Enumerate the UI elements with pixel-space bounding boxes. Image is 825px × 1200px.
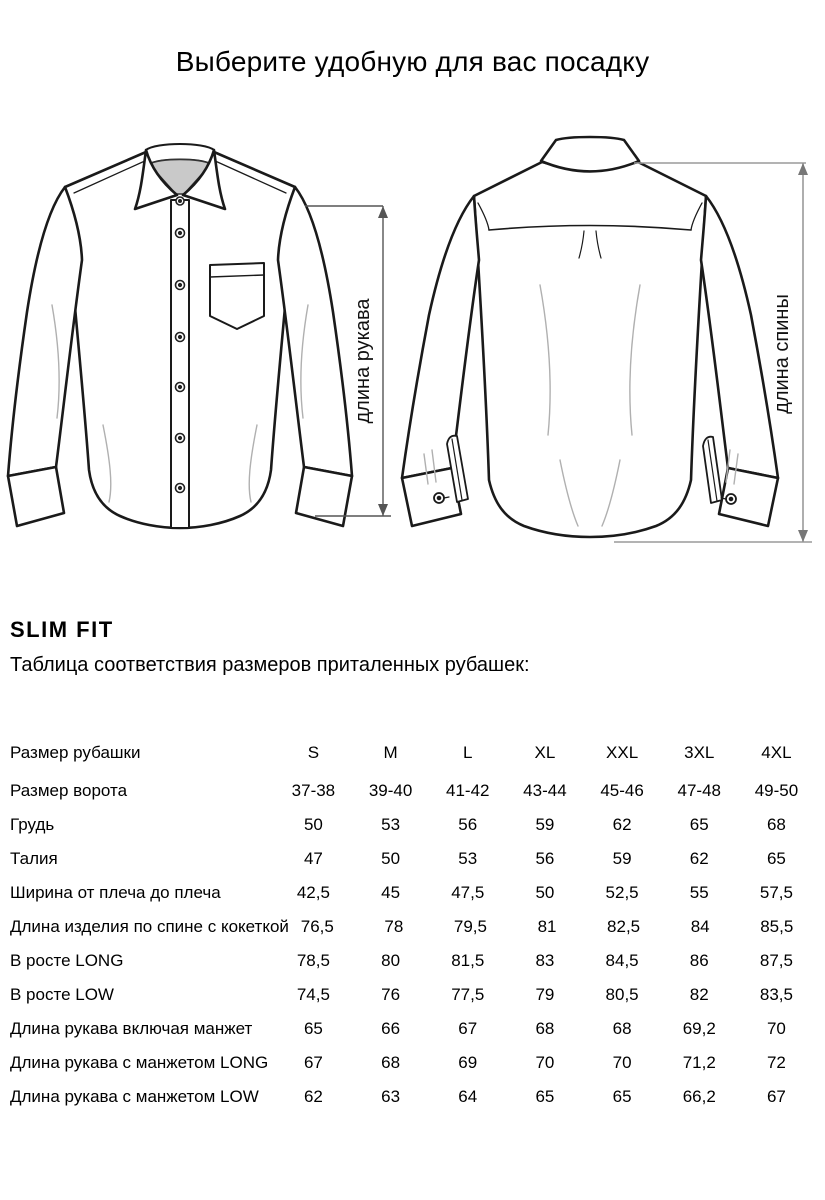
size-value-cell: 81 (537, 917, 557, 936)
size-value-cell: 63 (381, 1087, 401, 1106)
size-value-cell: 64 (458, 1087, 478, 1106)
size-value-cell: 74,5 (296, 985, 330, 1004)
row-label: Талия (10, 849, 58, 868)
size-column-header: S (307, 743, 320, 762)
size-value-cell: 85,5 (760, 917, 794, 936)
size-value-cell: 67 (458, 1019, 478, 1038)
size-value-cell: 50 (303, 815, 323, 834)
front-left-cuff (8, 467, 64, 526)
arrow-up-icon (798, 163, 808, 175)
row-label: Длина изделия по спине с кокеткой (10, 917, 289, 936)
back-collar (541, 137, 639, 172)
size-value-cell: 68 (535, 1019, 555, 1038)
size-value-cell: 78,5 (296, 951, 330, 970)
size-value-cell: 50 (535, 883, 555, 902)
size-value-cell: 56 (535, 849, 555, 868)
size-value-cell: 45 (381, 883, 401, 902)
size-value-cell: 70 (612, 1053, 632, 1072)
size-column-header: M (383, 743, 398, 762)
size-value-cell: 68 (381, 1053, 401, 1072)
table-row (10, 808, 815, 842)
size-value-cell: 76,5 (300, 917, 334, 936)
table-subtitle: Таблица соответствия размеров приталенных рубашек: (10, 654, 530, 676)
arrow-down-icon (378, 504, 388, 516)
back-right-sleeve (701, 196, 778, 478)
size-column-header: 3XL (684, 743, 715, 762)
front-right-cuff (296, 467, 352, 526)
size-value-cell: 66 (381, 1019, 401, 1038)
size-value-cell: 80,5 (605, 985, 639, 1004)
page-title: Выберите удобную для вас посадку (175, 46, 650, 77)
row-label: Длина рукава с манжетом LONG (10, 1053, 269, 1072)
size-value-cell: 65 (535, 1087, 555, 1106)
front-button-placket (171, 200, 189, 528)
size-value-cell: 76 (381, 985, 401, 1004)
size-value-cell: 71,2 (682, 1053, 716, 1072)
size-value-cell: 69 (458, 1053, 478, 1072)
size-value-cell: 68 (766, 815, 786, 834)
size-value-cell: 87,5 (759, 951, 793, 970)
back-left-sleeve (402, 196, 479, 478)
size-value-cell: 41-42 (446, 781, 490, 800)
size-table (10, 736, 815, 1114)
size-value-cell: 70 (535, 1053, 555, 1072)
size-value-cell: 57,5 (759, 883, 793, 902)
size-column-header: XXL (606, 743, 639, 762)
size-value-cell: 62 (303, 1087, 323, 1106)
size-value-cell: 65 (766, 849, 786, 868)
size-value-cell: 67 (303, 1053, 323, 1072)
arrow-up-icon (378, 206, 388, 218)
size-value-cell: 68 (612, 1019, 632, 1038)
size-value-cell: 78 (384, 917, 404, 936)
row-label: Длина рукава включая манжет (10, 1019, 253, 1038)
back-shirt-drawing (402, 137, 778, 537)
size-value-cell: 56 (458, 815, 478, 834)
size-value-cell: 62 (689, 849, 709, 868)
size-value-cell: 43-44 (523, 781, 567, 800)
table-row (10, 774, 815, 808)
front-left-sleeve (8, 187, 82, 476)
size-value-cell: 81,5 (451, 951, 485, 970)
fit-section-heading: SLIM FIT (10, 617, 114, 642)
row-label: Ширина от плеча до плеча (10, 883, 221, 902)
size-value-cell: 79,5 (453, 917, 487, 936)
size-value-cell: 53 (381, 815, 401, 834)
size-value-cell: 59 (612, 849, 632, 868)
size-value-cell: 84 (690, 917, 710, 936)
back-length-label: длина спины (771, 294, 793, 414)
size-value-cell: 80 (381, 951, 401, 970)
shirt-fit-diagram (0, 130, 825, 570)
size-value-cell: 79 (535, 985, 555, 1004)
table-row (10, 842, 815, 876)
size-value-cell: 82,5 (607, 917, 641, 936)
size-value-cell: 49-50 (754, 781, 799, 800)
table-row (10, 1046, 815, 1080)
size-value-cell: 59 (535, 815, 555, 834)
front-right-sleeve (278, 187, 352, 476)
size-value-cell: 66,2 (682, 1087, 716, 1106)
size-value-cell: 45-46 (600, 781, 644, 800)
table-row (10, 1080, 815, 1114)
size-value-cell: 47 (303, 849, 323, 868)
size-value-cell: 47,5 (451, 883, 485, 902)
size-value-cell: 65 (689, 815, 709, 834)
size-value-cell: 65 (303, 1019, 323, 1038)
table-row (10, 978, 815, 1012)
size-value-cell: 55 (689, 883, 709, 902)
table-row (10, 876, 815, 910)
size-value-cell: 62 (612, 815, 632, 834)
size-value-cell: 53 (458, 849, 478, 868)
size-value-cell: 42,5 (296, 883, 330, 902)
size-value-cell: 67 (766, 1087, 786, 1106)
size-value-cell: 82 (689, 985, 709, 1004)
row-label: В росте LONG (10, 951, 124, 970)
size-value-cell: 83 (535, 951, 555, 970)
arrow-down-icon (798, 530, 808, 542)
size-value-cell: 83,5 (759, 985, 793, 1004)
sleeve-length-label: длина рукава (352, 298, 374, 424)
size-value-cell: 39-40 (368, 781, 413, 800)
size-value-cell: 72 (766, 1053, 786, 1072)
size-value-cell: 70 (766, 1019, 786, 1038)
table-row (10, 910, 815, 944)
chest-pocket (210, 263, 264, 329)
size-value-cell: 50 (381, 849, 401, 868)
size-value-cell: 84,5 (605, 951, 639, 970)
table-row (10, 1012, 815, 1046)
table-header-row (10, 736, 815, 770)
size-column-header: 4XL (761, 743, 792, 762)
table-row (10, 944, 815, 978)
size-column-header: XL (534, 743, 556, 762)
front-shirt-drawing (8, 144, 352, 528)
row-label: Размер рубашки (10, 743, 141, 762)
size-value-cell: 69,2 (682, 1019, 716, 1038)
size-value-cell: 65 (612, 1087, 632, 1106)
row-label: Грудь (10, 815, 55, 834)
size-value-cell: 37-38 (291, 781, 336, 800)
back-shirt-body (474, 162, 706, 537)
row-label: Размер ворота (10, 781, 128, 800)
size-value-cell: 52,5 (605, 883, 639, 902)
size-value-cell: 86 (689, 951, 709, 970)
size-column-header: L (463, 743, 473, 762)
size-value-cell: 77,5 (451, 985, 485, 1004)
size-value-cell: 47-48 (677, 781, 721, 800)
row-label: Длина рукава с манжетом LOW (10, 1087, 259, 1106)
row-label: В росте LOW (10, 985, 114, 1004)
